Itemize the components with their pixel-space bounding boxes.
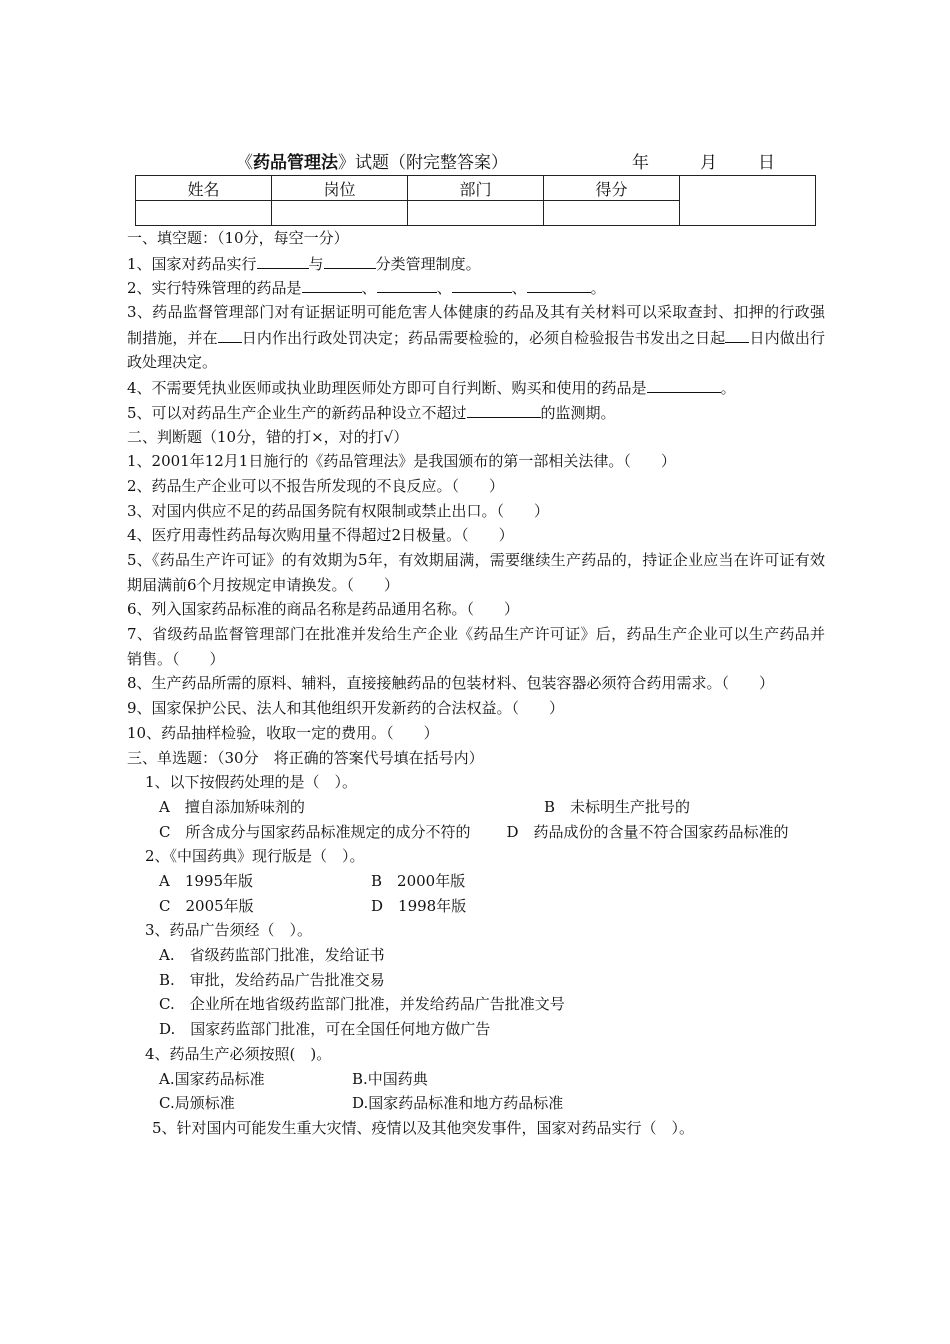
judge-question-3: 3、对国内供应不足的药品国务院有权限制或禁止出口。（ ）: [127, 501, 550, 520]
date-year-label: 年: [632, 153, 649, 173]
option-a[interactable]: A.国家药品标准: [159, 1069, 265, 1088]
option-d[interactable]: D 1998年版: [371, 896, 467, 915]
judge-question-6: 6、列入国家药品标准的商品名称是药品通用名称。（ ）: [127, 600, 520, 619]
info-table-header-row: [136, 176, 816, 201]
name-header: 姓名: [136, 176, 272, 201]
exam-title-row: [0, 148, 950, 174]
answer-blank[interactable]: [467, 400, 541, 418]
score-input-cell[interactable]: [544, 201, 680, 226]
choice-2-row-cd: [127, 894, 825, 919]
candidate-info-table: [135, 175, 816, 226]
choice-question-2: 2、《中国药典》现行版是（ ）。: [145, 847, 365, 866]
option-c[interactable]: C. 企业所在地省级药监部门批准，并发给药品广告批准文号: [159, 995, 565, 1014]
option-c[interactable]: C 所含成分与国家药品标准规定的成分不符的: [159, 822, 471, 841]
option-b[interactable]: B 未标明生产批号的: [544, 797, 691, 816]
date-month-label: 月: [700, 153, 717, 173]
answer-blank[interactable]: [257, 251, 309, 269]
judge-question-2: 2、药品生产企业可以不报告所发现的不良反应。（ ）: [127, 476, 505, 495]
judge-question-5: 5、《药品生产许可证》的有效期为5年，有效期届满，需要继续生产药品的，持证企业应当在许可证有效期届满前6个月按规定申请换发。（ ）: [127, 550, 825, 594]
choice-4-row-ab: [127, 1067, 825, 1092]
exam-title: 《药品管理法》试题（附完整答案）: [236, 153, 508, 173]
option-b[interactable]: B. 审批，发给药品广告批准交易: [159, 970, 385, 989]
answer-blank[interactable]: [725, 325, 749, 343]
fill-question-1: 1、国家对药品实行 与 分类管理制度。: [127, 251, 825, 276]
date-day-label: 日: [758, 153, 775, 173]
option-b[interactable]: B 2000年版: [371, 872, 466, 891]
choice-1-row-cd: [127, 820, 825, 845]
name-input-cell[interactable]: [136, 201, 272, 226]
answer-blank[interactable]: [527, 275, 591, 293]
option-d[interactable]: D 药品成份的含量不符合国家药品标准的: [506, 822, 789, 841]
choice-2-row-ab: [127, 869, 825, 894]
choice-question-1: 1、以下按假药处理的是（ ）。: [145, 773, 358, 792]
fill-question-2: 2、实行特殊管理的药品是 、 、 、 。: [127, 275, 825, 300]
exam-body: [127, 226, 825, 1141]
answer-blank[interactable]: [302, 275, 362, 293]
position-header: 岗位: [272, 176, 408, 201]
judge-question-4: 4、医疗用毒性药品每次购用量不得超过2日极量。（ ）: [127, 526, 514, 545]
answer-blank[interactable]: [377, 275, 437, 293]
fill-question-3: 3、药品监督管理部门对有证据证明可能危害人体健康的药品及其有关材料可以采取查封、扣押的行政强制措施，并在 日内作出行政处罚决定；药品需要检验的，必须自检验报告书发出之日起 日内做出行政处理决定。: [127, 303, 825, 372]
judge-question-8: 8、生产药品所需的原料、辅料，直接接触药品的包装材料、包装容器必须符合药用需求。（ ）: [127, 674, 775, 693]
department-header: 部门: [408, 176, 544, 201]
score-box-cell[interactable]: [680, 176, 816, 226]
answer-blank[interactable]: [218, 325, 242, 343]
answer-blank[interactable]: [324, 251, 376, 269]
option-a[interactable]: A. 省级药监部门批准，发给证书: [159, 946, 385, 965]
judge-question-7: 7、省级药品监督管理部门在批准并发给生产企业《药品生产许可证》后，药品生产企业可以生产药品并销售。（ ）: [127, 625, 825, 668]
answer-blank[interactable]: [452, 275, 512, 293]
choice-question-3: 3、药品广告须经（ ）。: [145, 921, 313, 940]
fill-question-5: 5、可以对药品生产企业生产的新药品种设立不超过 的监测期。: [127, 400, 825, 425]
position-input-cell[interactable]: [272, 201, 408, 226]
department-input-cell[interactable]: [408, 201, 544, 226]
option-d[interactable]: D. 国家药监部门批准，可在全国任何地方做广告: [159, 1020, 491, 1039]
section2-heading: 二、判断题（10分，错的打×，对的打√）: [127, 427, 409, 446]
score-header: 得分: [544, 176, 680, 201]
choice-question-4: 4、药品生产必须按照( )。: [145, 1044, 332, 1063]
fill-question-4: 4、不需要凭执业医师或执业助理医师处方即可自行判断、购买和使用的药品是 。: [127, 375, 825, 400]
option-a[interactable]: A 1995年版: [159, 872, 254, 891]
judge-question-10: 10、药品抽样检验，收取一定的费用。（ ）: [127, 723, 439, 742]
option-c[interactable]: C 2005年版: [159, 896, 254, 915]
judge-question-9: 9、国家保护公民、法人和其他组织开发新药的合法权益。（ ）: [127, 699, 565, 718]
choice-question-5: 5、针对国内可能发生重大灾情、疫情以及其他突发事件，国家对药品实行（ ）。: [152, 1118, 695, 1137]
choice-1-row-ab: [127, 795, 825, 820]
judge-question-1: 1、2001年12月1日施行的《药品管理法》是我国颁布的第一部相关法律。（ ）: [127, 452, 676, 471]
section3-heading: 三、单选题：（30分 将正确的答案代号填在括号内）: [127, 748, 484, 767]
choice-4-row-cd: [127, 1091, 825, 1116]
answer-blank[interactable]: [647, 375, 721, 393]
option-a[interactable]: A 擅自添加矫味剂的: [159, 797, 305, 816]
option-c[interactable]: C.局颁标准: [159, 1094, 235, 1113]
section1-heading: 一、填空题：（10分，每空一分）: [127, 229, 349, 247]
option-d[interactable]: D.国家药品标准和地方药品标准: [352, 1094, 564, 1113]
option-b[interactable]: B.中国药典: [352, 1069, 428, 1088]
